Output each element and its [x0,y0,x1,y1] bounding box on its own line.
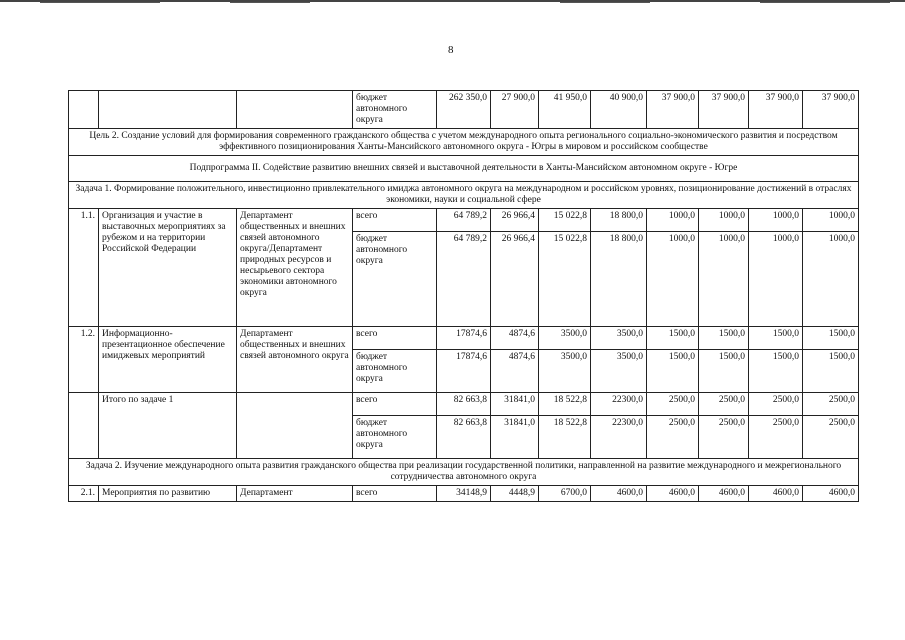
cell-value: 4448,9 [491,486,539,502]
cell-value: 1000,0 [749,232,803,327]
cell-value: 4600,0 [647,486,699,502]
cell-executor: Департамент [237,486,353,502]
goal-text: Цель 2. Создание условий для формирования современного гражданского общества с учетом международного опыта регионального социально-экономического развития и посредством эффективного позиционирования Ханты-Мансийского автономного округа - Югры в мировом и российском сообществе [69,129,859,156]
cell-value: 31841,0 [491,393,539,416]
cell-value: 1000,0 [647,209,699,232]
program-table [68,90,859,502]
table-row [69,393,859,416]
cell-value: 1000,0 [699,232,749,327]
cell-source: всего [353,327,437,350]
cell-value: 41 950,0 [539,91,591,129]
cell-value: 4874,6 [491,327,539,350]
subprogram-text: Подпрограмма II. Содействие развитию внешних связей и выставочной деятельности в Ханты-Мансийском автономном округе - Югре [69,156,859,182]
cell-value: 2500,0 [803,393,859,416]
cell-value: 37 900,0 [647,91,699,129]
cell-value: 3500,0 [591,327,647,350]
cell-value: 17874,6 [437,350,491,393]
cell-value: 3500,0 [539,350,591,393]
cell-value: 1500,0 [749,350,803,393]
cell-source: всего [353,486,437,502]
cell-value: 26 966,4 [491,232,539,327]
cell-value: 18 522,8 [539,416,591,459]
task-text: Задача 1. Формирование положительного, инвестиционно привлекательного имиджа автономного округа на международном и российском уровнях, позиционирование достижений в отраслях экономики, науки и социальной сфере [69,182,859,209]
cell-value: 17874,6 [437,327,491,350]
cell-value: 2500,0 [749,416,803,459]
table-row [69,327,859,350]
cell-value: 4600,0 [591,486,647,502]
cell-value: 82 663,8 [437,416,491,459]
cell-value: 34148,9 [437,486,491,502]
table-row [69,91,859,129]
cell-value: 64 789,2 [437,232,491,327]
cell-executor [237,91,353,129]
cell-name: Мероприятия по развитию [99,486,237,502]
cell-num: 1.2. [69,327,99,393]
cell-value: 2500,0 [647,416,699,459]
cell-name: Информационно-презентационное обеспечение имиджевых мероприятий [99,327,237,393]
cell-value: 18 800,0 [591,209,647,232]
cell-value: 4874,6 [491,350,539,393]
cell-value: 40 900,0 [591,91,647,129]
cell-value: 3500,0 [591,350,647,393]
cell-value: 1000,0 [803,232,859,327]
cell-value: 1000,0 [647,232,699,327]
goal-row [69,129,859,156]
cell-value: 26 966,4 [491,209,539,232]
cell-value: 262 350,0 [437,91,491,129]
cell-value: 22300,0 [591,393,647,416]
cell-value: 4600,0 [699,486,749,502]
cell-value: 22300,0 [591,416,647,459]
table-row [69,486,859,502]
table-row [69,209,859,232]
cell-value: 2500,0 [699,393,749,416]
cell-value: 2500,0 [647,393,699,416]
cell-value: 2500,0 [749,393,803,416]
cell-value: 4600,0 [749,486,803,502]
cell-value: 31841,0 [491,416,539,459]
cell-source: бюджет автономного округа [353,350,437,393]
cell-source: бюджет автономного округа [353,232,437,327]
scan-border-top [0,0,905,6]
cell-num: 1.1. [69,209,99,327]
cell-value: 1500,0 [647,350,699,393]
scan-artifact [40,2,160,3]
task-row [69,459,859,486]
cell-source: всего [353,393,437,416]
cell-name: Организация и участие в выставочных мероприятиях за рубежом и на территории Российской Федерации [99,209,237,327]
cell-value: 1500,0 [803,327,859,350]
cell-value: 1000,0 [699,209,749,232]
cell-executor: Департамент общественных и внешних связей автономного округа/Департамент природных ресурсов и несырьевого сектора экономики автономного округа [237,209,353,327]
cell-source: бюджет автономного округа [353,91,437,129]
cell-value: 37 900,0 [749,91,803,129]
cell-name [99,91,237,129]
cell-value: 15 022,8 [539,209,591,232]
cell-value: 82 663,8 [437,393,491,416]
cell-num [69,91,99,129]
cell-value: 1000,0 [803,209,859,232]
cell-value: 1500,0 [699,327,749,350]
cell-name: Итого по задаче 1 [99,393,237,459]
cell-value: 64 789,2 [437,209,491,232]
cell-num: 2.1. [69,486,99,502]
cell-source: всего [353,209,437,232]
cell-source: бюджет автономного округа [353,416,437,459]
cell-value: 1500,0 [749,327,803,350]
cell-value: 1500,0 [803,350,859,393]
cell-value: 18 800,0 [591,232,647,327]
scan-artifact [230,2,310,3]
cell-value: 1000,0 [749,209,803,232]
cell-value: 2500,0 [803,416,859,459]
cell-value: 6700,0 [539,486,591,502]
cell-executor [237,393,353,459]
scan-artifact [560,2,650,3]
cell-value: 37 900,0 [803,91,859,129]
subprogram-row [69,156,859,182]
cell-value: 3500,0 [539,327,591,350]
scan-artifact [760,2,890,3]
cell-executor: Департамент общественных и внешних связей автономного округа [237,327,353,393]
cell-value: 4600,0 [803,486,859,502]
cell-value: 37 900,0 [699,91,749,129]
task-row [69,182,859,209]
page-number: 8 [448,44,454,56]
task-text: Задача 2. Изучение международного опыта развития гражданского общества при реализации государственной политики, направленной на развитие международного и межрегионального сотрудничества автономного округа [69,459,859,486]
cell-value: 15 022,8 [539,232,591,327]
cell-value: 1500,0 [699,350,749,393]
cell-value: 1500,0 [647,327,699,350]
cell-value: 2500,0 [699,416,749,459]
cell-value: 18 522,8 [539,393,591,416]
cell-num [69,393,99,459]
cell-value: 27 900,0 [491,91,539,129]
